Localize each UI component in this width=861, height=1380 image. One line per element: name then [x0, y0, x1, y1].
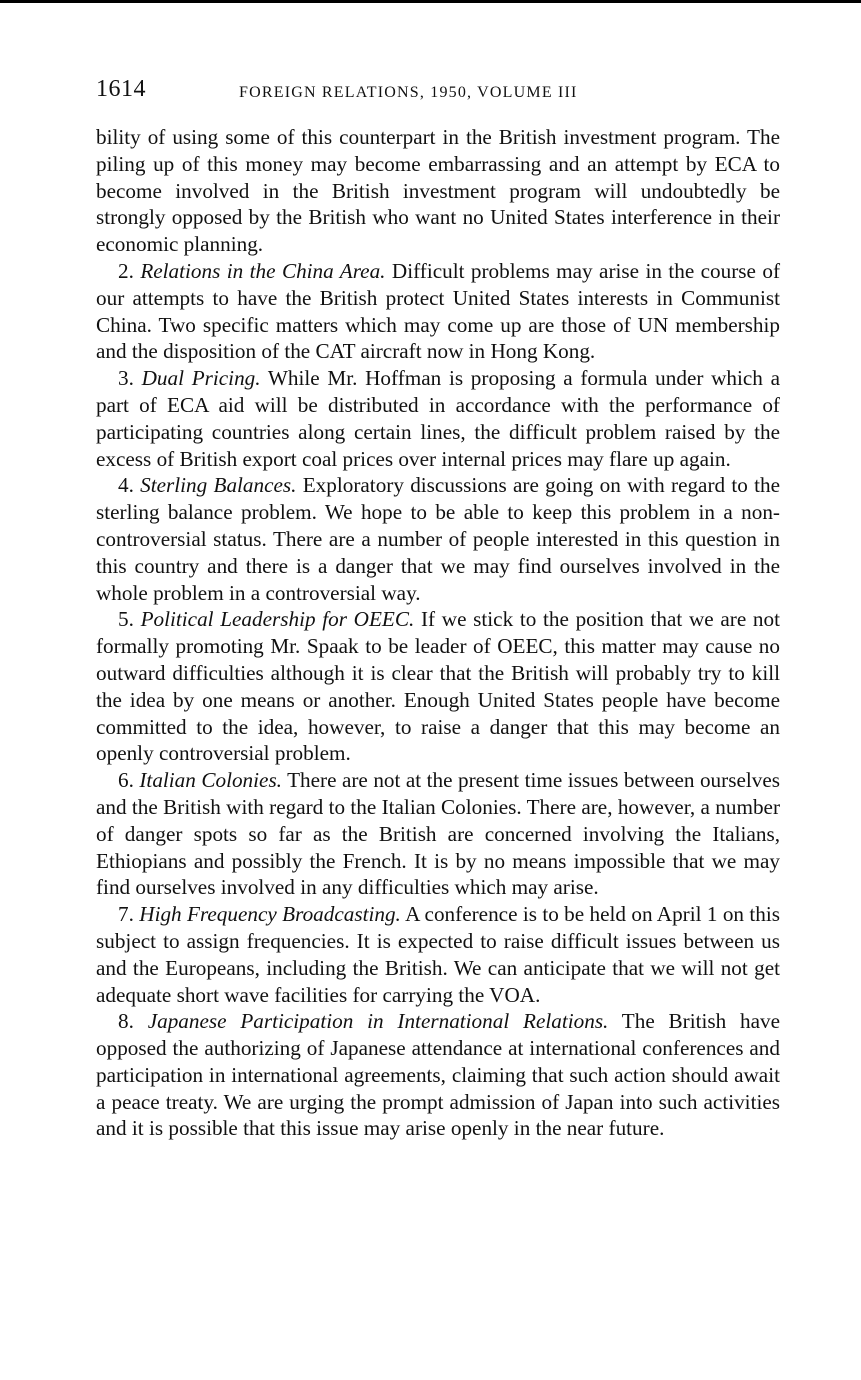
- paragraph-item-3: [96, 365, 780, 472]
- paragraph-item-8: [96, 1008, 780, 1142]
- paragraph-number: 8.: [118, 1009, 134, 1034]
- paragraph-number: 6.: [118, 768, 134, 793]
- paragraph-item-7: [96, 901, 780, 1008]
- paragraph-heading: Relations in the China Area.: [140, 258, 386, 283]
- paragraph-text: The British have opposed the authorizing of Japanese attendance at international conferences and participation in international agreements, claiming that such action should await a peace treaty. We are urging the prompt admission of Japan into such activities and it is possible that this issue may arise openly in the near future.: [96, 1009, 781, 1141]
- paragraph-number: 5.: [118, 607, 134, 632]
- paragraph-heading: Japanese Participation in International Relations.: [147, 1009, 609, 1034]
- paragraph-number: 2.: [118, 258, 134, 283]
- paragraph-item-5: [96, 606, 780, 767]
- paragraph-number: 3.: [118, 366, 134, 391]
- document-body: [96, 124, 780, 1142]
- paragraph-item-6: [96, 767, 780, 901]
- paragraph-heading: High Frequency Broadcasting.: [139, 902, 401, 927]
- paragraph-text: If we stick to the position that we are not formally promoting Mr. Spaak to be leader of OEEC, this matter may cause no outward difficulties although it is clear that the British will probably try to kill the idea by one means or another. Enough United States people have become committed to the idea, however, to raise a danger that this may become an openly controversial problem.: [96, 607, 780, 766]
- running-title: FOREIGN RELATIONS, 1950, VOLUME III: [239, 84, 578, 101]
- paragraph-number: 7.: [118, 902, 134, 927]
- paragraph-text: Exploratory discussions are going on with regard to the sterling balance problem. We hope to be able to keep this problem in a non-controversial status. There are a number of people interested in this question in this country and there is a danger that we may find ourselves involved in the whole problem in a controversial way.: [96, 473, 780, 605]
- paragraph-item-4: [96, 472, 780, 606]
- document-page: [96, 76, 780, 1142]
- page-top-border: [0, 0, 861, 3]
- running-head: [96, 76, 780, 110]
- paragraph-text: A conference is to be held on April 1 on this subject to assign frequencies. It is expected to raise difficult issues between us and the Europeans, including the British. We can anticipate that we will not get adequate short wave facilities for carrying the VOA.: [96, 902, 780, 1007]
- paragraph-text: bility of using some of this counterpart in the British investment program. The piling up of this money may become embarrassing and an attempt by ECA to become involved in the British investment program will undoubtedly be strongly opposed by the British who want no United States interference in their economic planning.: [96, 125, 780, 257]
- paragraph-heading: Dual Pricing.: [141, 366, 261, 391]
- paragraph-number: 4.: [118, 473, 134, 498]
- page-number: 1614: [96, 76, 146, 102]
- paragraph-text: There are not at the present time issues between ourselves and the British with regard to the Italian Colonies. There are, however, a number of danger spots so far as the British are concerned involving the Italians, Ethiopians and possibly the French. It is by no means impossible that we may find ourselves involved in any difficulties which may arise.: [96, 768, 780, 900]
- paragraph-heading: Sterling Balances.: [140, 473, 297, 498]
- paragraph-continuation: [96, 124, 780, 258]
- paragraph-text: Difficult problems may arise in the course of our attempts to have the British protect United States interests in Communist China. Two specific matters which may come up are those of UN membership and the disposition of the CAT aircraft now in Hong Kong.: [96, 258, 781, 364]
- paragraph-text: While Mr. Hoffman is proposing a formula under which a part of ECA aid will be distributed in accordance with the performance of participating countries along certain lines, the difficult problem raised by the excess of British export coal prices over internal prices may flare up again.: [96, 366, 781, 471]
- paragraph-item-2: [96, 258, 780, 365]
- paragraph-heading: Italian Colonies.: [139, 768, 282, 793]
- paragraph-heading: Political Leadership for OEEC.: [140, 607, 415, 632]
